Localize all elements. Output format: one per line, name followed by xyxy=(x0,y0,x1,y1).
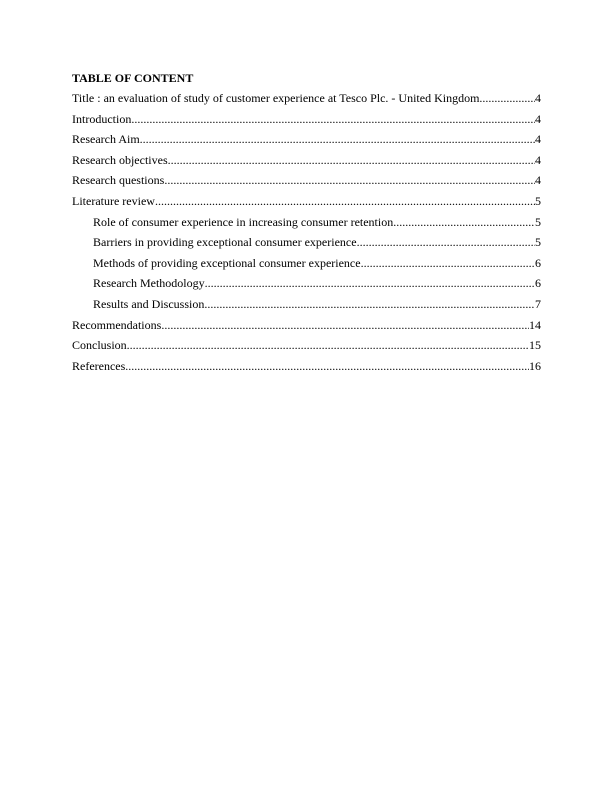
toc-leader xyxy=(125,358,529,374)
toc-subentry[interactable] xyxy=(72,275,541,296)
toc-subentry[interactable] xyxy=(72,234,541,255)
toc-entry-label: Barriers in providing exceptional consumer experience xyxy=(93,235,357,250)
toc-entry[interactable] xyxy=(72,358,541,379)
toc-entry[interactable] xyxy=(72,131,541,152)
toc-entry-label: Conclusion xyxy=(72,338,127,353)
toc-entry-page: 14 xyxy=(529,317,541,332)
toc-entry-page: 5 xyxy=(535,214,541,229)
toc-entry-page: 15 xyxy=(529,338,541,353)
toc-subentry[interactable] xyxy=(72,214,541,235)
toc-entry-page: 4 xyxy=(535,173,541,188)
toc-leader xyxy=(357,234,535,250)
toc-entry-page: 5 xyxy=(535,235,541,250)
toc-entry-page: 4 xyxy=(535,111,541,126)
toc-subentry[interactable] xyxy=(72,296,541,317)
toc-entry-page: 4 xyxy=(535,132,541,147)
toc-entry-label: Methods of providing exceptional consumer experience xyxy=(93,255,361,270)
toc-entry-label: Results and Discussion xyxy=(93,296,205,311)
toc-entry-page: 6 xyxy=(535,276,541,291)
toc-entry-page: 7 xyxy=(535,296,541,311)
toc-entry[interactable] xyxy=(72,152,541,173)
toc-leader xyxy=(205,275,535,291)
toc-entry-label: Role of consumer experience in increasing consumer retention xyxy=(93,214,394,229)
toc-entry-label: Research questions xyxy=(72,173,165,188)
toc-entry-page: 6 xyxy=(535,255,541,270)
toc-entry[interactable] xyxy=(72,90,541,111)
toc-leader xyxy=(161,317,529,333)
toc-leader xyxy=(140,131,535,147)
toc-leader xyxy=(479,90,535,106)
toc-entry[interactable] xyxy=(72,193,541,214)
toc-leader xyxy=(393,214,535,230)
toc-leader xyxy=(204,296,535,312)
toc-entry[interactable] xyxy=(72,111,541,132)
toc-leader xyxy=(127,337,529,353)
toc-leader xyxy=(164,172,535,188)
toc-entry-label: Research Aim xyxy=(72,132,140,147)
toc-entry-page: 16 xyxy=(529,358,541,373)
toc-list xyxy=(72,90,541,378)
toc-entry-page: 4 xyxy=(535,152,541,167)
toc-entry-label: Research Methodology xyxy=(93,276,205,291)
toc-subentry[interactable] xyxy=(72,255,541,276)
toc-entry-label: Recommendations xyxy=(72,317,162,332)
toc-entry-label: Introduction xyxy=(72,111,132,126)
toc-heading: TABLE OF CONTENT xyxy=(72,71,194,85)
toc-entry-label: Literature review xyxy=(72,193,155,208)
toc-entry[interactable] xyxy=(72,172,541,193)
toc-leader xyxy=(168,152,535,168)
toc-entry-label: Research objectives xyxy=(72,152,168,167)
toc-leader xyxy=(131,111,535,127)
toc-leader xyxy=(155,193,535,209)
toc-entry[interactable] xyxy=(72,317,541,338)
toc-entry-label: References xyxy=(72,358,126,373)
toc-entry-label: Title : an evaluation of study of customer experience at Tesco Plc. - United Kingdom xyxy=(72,91,480,105)
toc-entry-page: 5 xyxy=(535,193,541,208)
toc-entry-page: 4 xyxy=(535,91,541,105)
toc-leader xyxy=(361,255,535,271)
toc-entry[interactable] xyxy=(72,337,541,358)
